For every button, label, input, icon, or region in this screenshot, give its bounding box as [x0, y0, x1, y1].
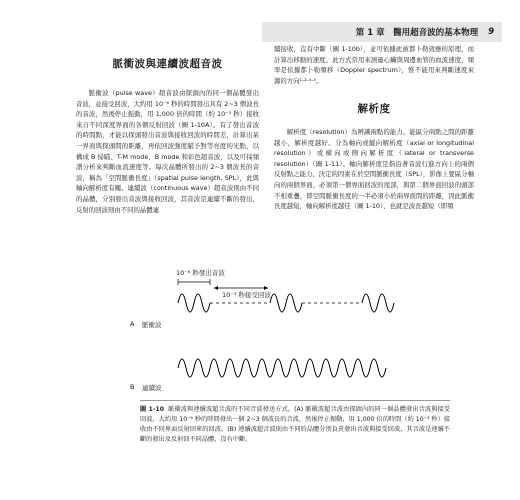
panel-a-label: 脈衝波	[142, 321, 162, 329]
listen-time-label: 10⁻³ 秒接受回波	[222, 291, 271, 299]
caption-number: 圖 1-10	[140, 406, 165, 413]
right-column	[274, 44, 474, 212]
left-column	[76, 88, 259, 215]
panel-b-letter: B	[130, 383, 135, 391]
continuous-wave	[178, 359, 386, 377]
right-body-text: 解析度（resolution）為辨識兩點的能力。能區分兩點之間的距離越小，解析度越好。分為軸向或縱向解析度（axial or longitudinal resolution）或橫向或側向解析度（lateral or transverse resolution）（圖 1-11）。軸向解析度是指沿著音波行進方向上的兩個反射點之能力，決定的因素在於空間脈衝長度（SPL），影像上要區分軸向的兩個界面，必須第一個界面回波的尾部，與第二個界面回波的頭部不相重疊，即空間脈衝長度的一半必須小於兩界面間的距離，因此脈衝長度越短，軸向解析度越佳（圖 1-10），也就是波長越短（即頻	[274, 127, 474, 211]
chapter-title: 第 1 章 醫用超音波的基本物理	[355, 28, 479, 38]
panel-a-letter: A	[130, 320, 135, 328]
waveform-diagram	[130, 268, 430, 398]
caption-text: 脈衝波與連續波超音波的不同音波發送方式。(A) 脈衝波超音波由探頭內的同一個晶體發出音波與接受回波，大約用 10⁻⁶ 秒的時間發出一個 2~3 個波長的音波，然後停止振動，用 1,000 倍的時間（約 10⁻³ 秒）接收由不同界面反射回來的回波。(B) 連續波超音波則由不同的晶體分別負責發出音波與接受回波，其音波是連續不斷的發出及反射回不同晶體，沒有中斷。	[140, 406, 450, 443]
section-title-pulse-continuous: 脈衝波與連續波超音波	[112, 58, 223, 70]
section-title-resolution: 解析度	[357, 103, 391, 116]
pulse-burst-3	[362, 294, 394, 312]
pulse-duration-label: 10⁻⁶ 秒發出音波	[176, 269, 225, 277]
left-body-text: 脈衝波（pulse wave）超音波由探頭內的同一個晶體發出音波，並接受回波，大約用 10⁻⁶ 秒的時間發出具有 2~3 個波長的音波，然後停止振動，用 1,000 倍的時間（約 10⁻³ 秒）接收來自不同深度界面的各個反射回波（圖 1-10A）。有了發出音波的時間點，才能以探頭發出音波與接收回波的時間差，計算出某一界面與探頭間的距離，再依回波強度賦予對等亮度的光點，以構成 B 掃瞄、T-M mode、B mode 和彩色超音波，以及可採頻譜分析來判斷血流速度等。每次晶體所發出的 2~3 個波長的音波，稱為「空間脈衝長度」（spatial pulse length, SPL），此與軸向解析度有關。連續波（continuous wave）超音波則由不同的晶體，分別發出音波與接收回波，其音波是連續不斷的發出，反射的回波則由不同的晶體連	[76, 89, 259, 214]
panel-b-label: 連續波	[142, 384, 162, 392]
page-number: 9	[488, 27, 494, 37]
figure-1-10	[130, 268, 430, 398]
figure-caption	[140, 400, 450, 445]
right-lead-text: 續接收，沒有中斷（圖 1-10b），並可依據此被都卜勒效應的原理，而計算出移動的速度。此方式常用來測量心臟與周邊血管的血流速度，頻率是依據都卜勒頻移（Doppler spectrum），惟不能用來判斷速度來源的方向¹·²·⁴·⁵。	[274, 45, 474, 85]
pulse-burst-1	[178, 294, 210, 312]
running-header	[262, 22, 502, 42]
pulse-burst-2	[270, 294, 302, 312]
